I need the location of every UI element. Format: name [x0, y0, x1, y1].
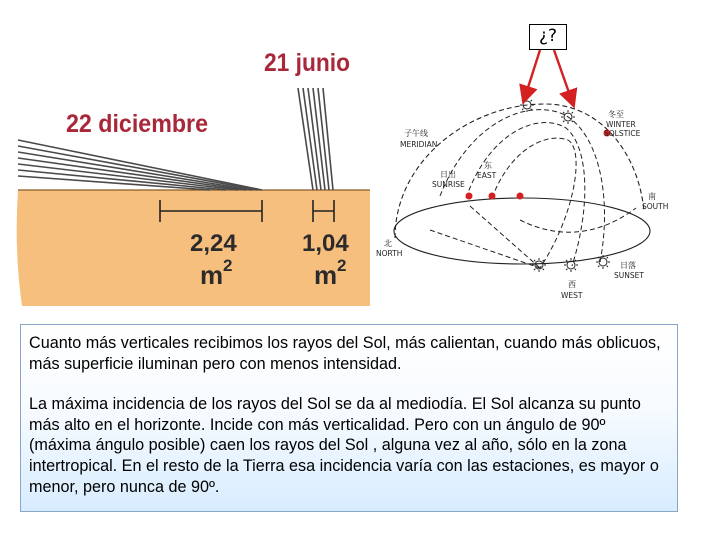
- june-rays: [298, 88, 333, 190]
- label-winter-solstice-cjk: 冬至: [608, 110, 624, 119]
- label-east: EAST: [477, 171, 497, 180]
- explanation-text-box: [20, 324, 678, 512]
- paragraph-2: La máxima incidencia de los rayos del Sol se da al mediodía. El Sol alcanza su punto más alto en el horizonte. Incide con más verticalidad. Pero con un ángulo de 90º (máxima ángulo posible) caen los rayos del Sol , alguna vez al año, sólo en la zona intertropical. En el resto de la Tierra esa incidencia varía con las estaciones, es mayor o menor, pero nunca de 90º.: [29, 395, 659, 496]
- sun-ray-angle-figure: [0, 0, 380, 320]
- label-south: SOUTH: [642, 202, 669, 211]
- label-sunset-cjk: 日落: [620, 261, 636, 270]
- area-december-value: 2,24: [190, 230, 237, 257]
- area-june-value: 1,04: [302, 230, 349, 257]
- label-east-cjk: 东: [484, 161, 492, 170]
- area-december-unit-exp: 2: [223, 256, 233, 275]
- label-june: 21 junio: [264, 49, 350, 77]
- sun-path-figure: [370, 18, 720, 308]
- label-winter-solstice-2: SOLSTICE: [604, 129, 641, 138]
- label-sunrise-cjk: 日出: [440, 170, 456, 179]
- label-north-cjk: 北: [384, 239, 392, 248]
- label-south-cjk: 南: [648, 192, 656, 201]
- area-december-unit: m: [200, 260, 224, 290]
- label-sunrise: SUNRISE: [432, 180, 465, 189]
- label-west: WEST: [561, 291, 583, 300]
- question-mark-box: ¿?: [529, 24, 567, 50]
- label-west-cjk: 西: [568, 280, 576, 289]
- label-meridian-cjk: 子午线: [404, 129, 428, 138]
- label-meridian: MERIDIAN: [400, 140, 438, 149]
- paragraph-1: Cuanto más verticales recibimos los rayos del Sol, más calientan, cuando más oblicuos, más superficie iluminan pero con menos intensidad.: [29, 334, 661, 373]
- label-winter-solstice-1: WINTER: [606, 120, 636, 129]
- label-december: 22 diciembre: [66, 110, 209, 138]
- label-sunset: SUNSET: [614, 271, 644, 280]
- arrow-left: [524, 50, 540, 100]
- area-june-unit: m: [314, 260, 338, 290]
- area-june-unit-exp: 2: [337, 256, 347, 275]
- arrow-right: [554, 50, 573, 104]
- december-rays: [18, 140, 262, 190]
- label-north: NORTH: [376, 249, 403, 258]
